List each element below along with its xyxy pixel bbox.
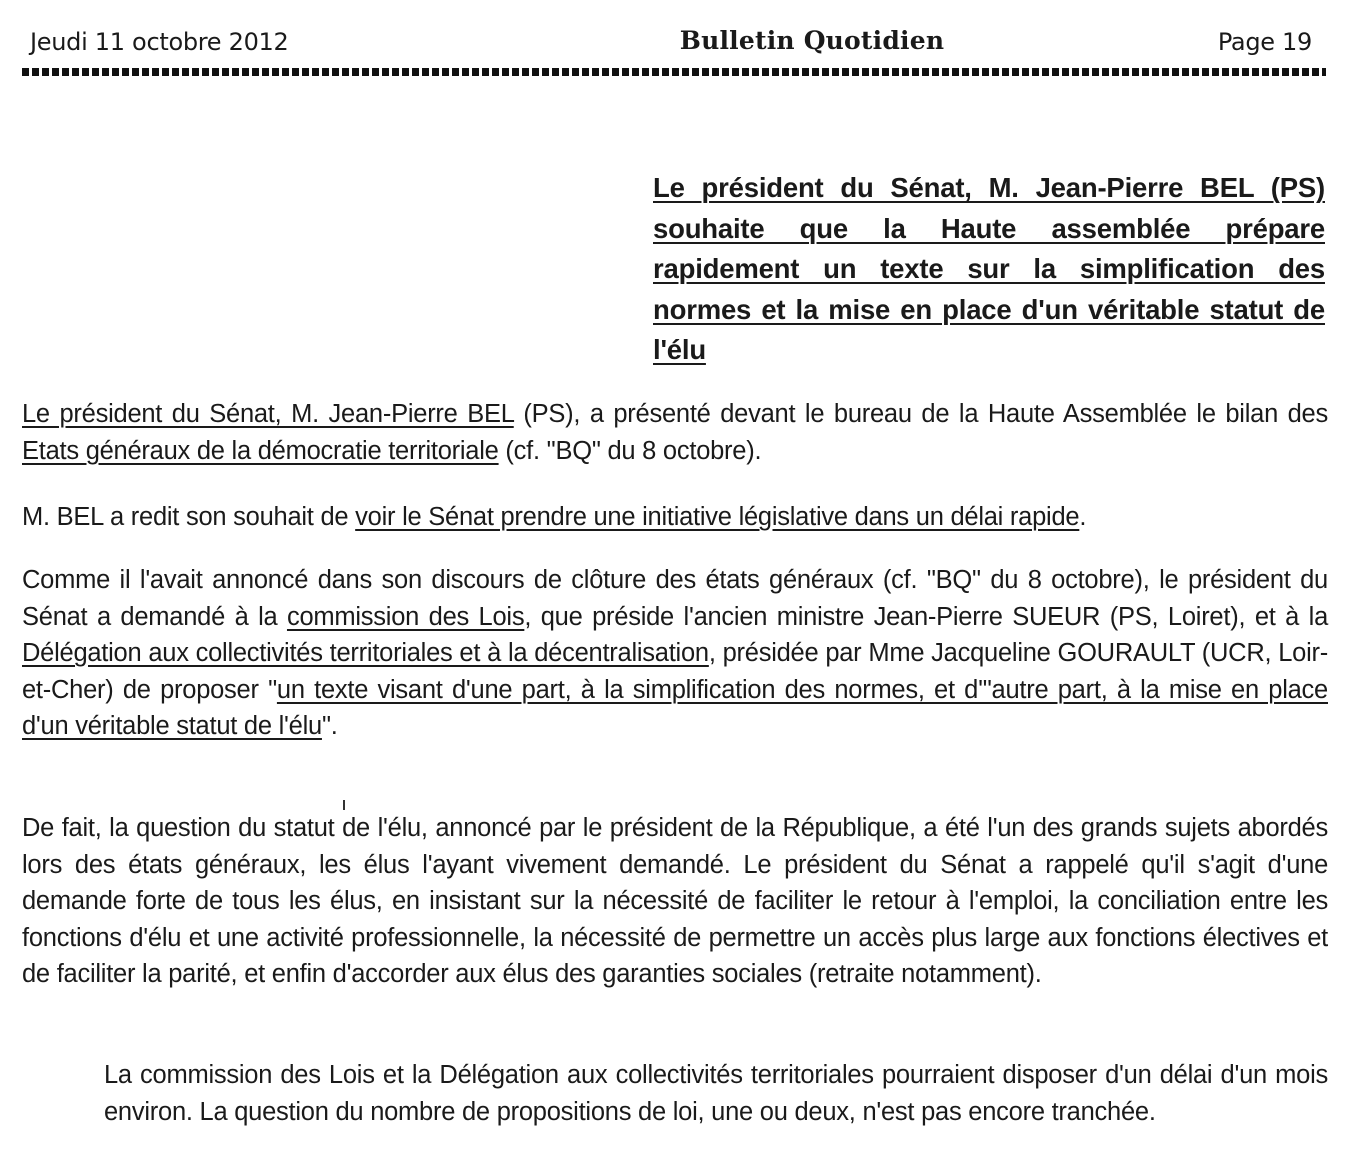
- publication-title: Bulletin Quotidien: [679, 26, 945, 55]
- underlined-phrase: Etats généraux de la démocratie territoriale: [22, 436, 499, 465]
- paragraph-1: [22, 396, 1328, 469]
- text-run: , que préside l'ancien ministre Jean-Pierre SUEUR (PS, Loiret), et à la: [524, 602, 1328, 631]
- paragraph-4: De fait, la question du statut de l'élu, annoncé par le président de la République, a été l'un des grands sujets abordés lors des états généraux, les élus l'ayant vivement demandé. Le président du Sénat a rappelé qu'il s'agit d'une demande forte de tous les élus, en insistant sur la nécessité de faciliter le retour à l'emploi, la conciliation entre les fonctions d'élu et une activité professionnelle, la nécessité de permettre un accès plus large aux fonctions électives et de faciliter la parité, et enfin d'accorder aux élus des garanties sociales (retraite notamment).: [22, 814, 1328, 988]
- paragraph-3: [22, 562, 1328, 745]
- text-run: , présidée par Mme Jacqueline GOURAULT (UCR, Loir-et-Cher) de proposer ": [22, 639, 1328, 704]
- article-headline: Le président du Sénat, M. Jean-Pierre BEL (PS) souhaite que la Haute assemblée prépare rapidement un texte sur la simplification des normes et la mise en place d'un véritable statut de l'élu: [653, 172, 1325, 365]
- text-run: Comme il l'avait annoncé dans son discours de clôture des états généraux (cf. "BQ" du 8 octobre), le président du Sénat a demandé à la: [22, 566, 1328, 631]
- page-header: [22, 22, 1328, 66]
- paragraph-2: [22, 499, 1328, 536]
- underlined-phrase: Le président du Sénat, M. Jean-Pierre BEL: [22, 400, 514, 428]
- scan-mark: [343, 800, 345, 810]
- header-date: Jeudi 11 octobre 2012: [30, 28, 289, 56]
- text-run: .: [1079, 503, 1087, 531]
- underlined-phrase: Délégation aux collectivités territoriales et à la décentralisation: [22, 639, 709, 667]
- text-run: (PS), a présenté devant le bureau de la Haute Assemblée le bilan des: [513, 400, 1328, 428]
- page-number: Page 19: [1217, 28, 1312, 56]
- underlined-phrase: un texte visant d'une part, à la simplification des normes, et d'"autre part, à la mise en place d'un véritable statut de l'élu: [22, 675, 1328, 740]
- underlined-phrase: voir le Sénat prendre une initiative législative dans un délai rapide: [355, 503, 1080, 531]
- text-run: ".: [321, 712, 338, 740]
- paragraph-5-indented: La commission des Lois et la Délégation aux collectivités territoriales pourraient disposer d'un délai d'un mois environ. La question du nombre de propositions de loi, une ou deux, n'est pas encore tranchée.: [104, 1061, 1328, 1126]
- header-dotted-rule: [22, 68, 1326, 76]
- underlined-phrase: commission des Lois: [286, 602, 525, 631]
- text-run: (cf. "BQ" du 8 octobre).: [498, 436, 762, 465]
- text-run: M. BEL a redit son souhait de: [22, 503, 356, 531]
